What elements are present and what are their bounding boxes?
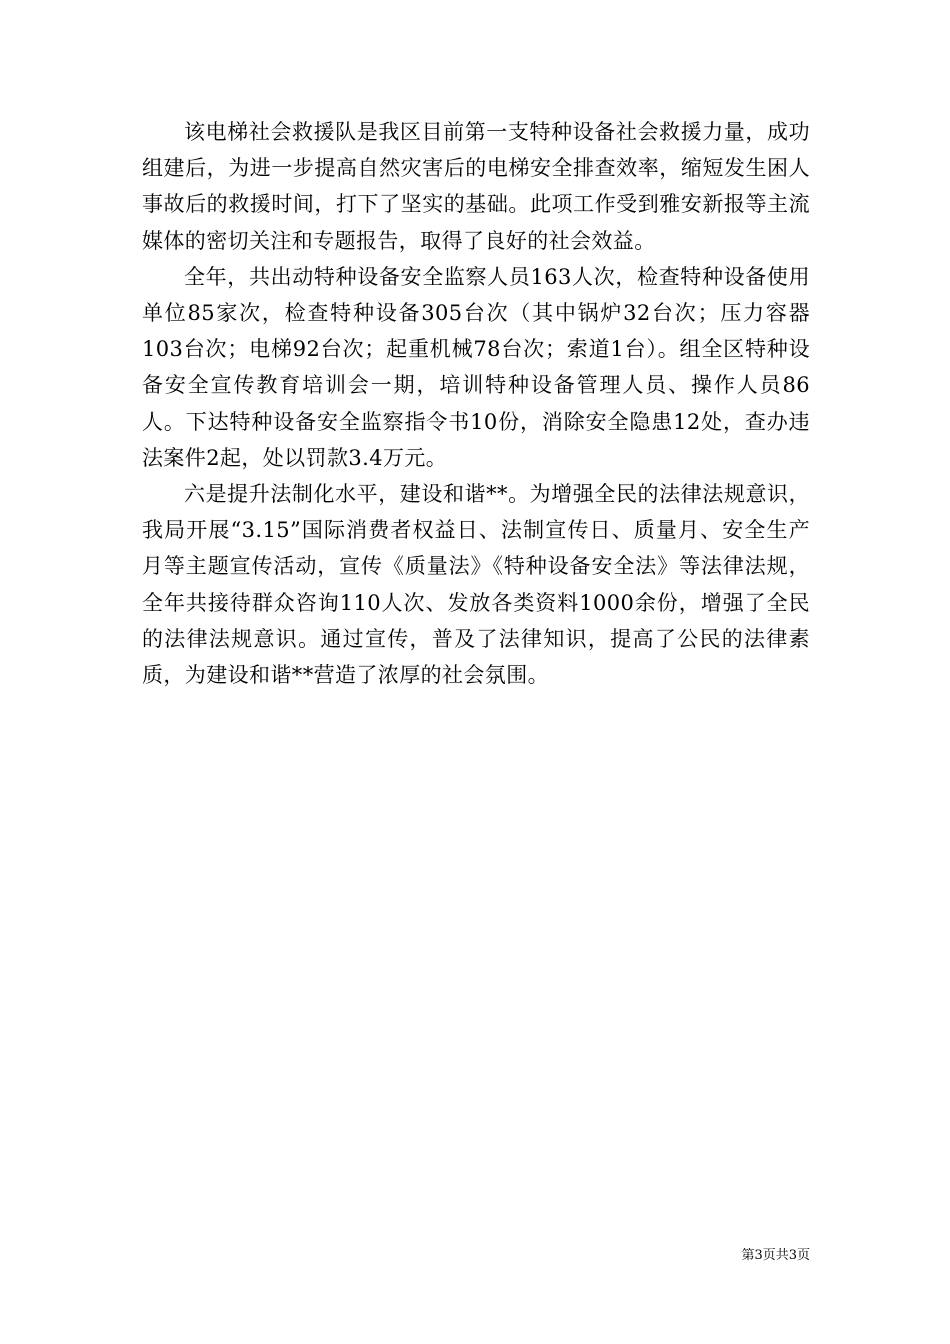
paragraph-elevator-rescue-team: 该电梯社会救援队是我区目前第一支特种设备社会救援力量，成功组建后，为进一步提高自然灾害后的电梯安全排查效率，缩短发生困人事故后的救援时间，打下了坚实的基础。此项工作受到雅安新报等主流媒体的密切关注和专题报告，取得了良好的社会效益。: [142, 120, 810, 253]
paragraph-legal-publicity: 六是提升法制化水平，建设和谐**。为增强全民的法律法规意识，我局开展“3.15”国际消费者权益日、法制宣传日、质量月、安全生产月等主题宣传活动，宣传《质量法》《特种设备安全法》等法律法规，全年共接待群众咨询110人次、发放各类资料1000余份，增强了全民的法律法规意识。通过宣传，普及了法律知识，提高了公民的法律素质，为建设和谐**营造了浓厚的社会氛围。: [142, 482, 810, 688]
document-body: [142, 114, 810, 693]
paragraph-annual-inspection-stats: 全年，共出动特种设备安全监察人员163人次，检查特种设备使用单位85家次，检查特种设备305台次（其中锅炉32台次；压力容器103台次；电梯92台次；起重机械78台次；索道1台）。组全区特种设备安全宣传教育培训会一期，培训特种设备管理人员、操作人员86人。下达特种设备安全监察指令书10份，消除安全隐患12处，查办违法案件2起，处以罚款3.4万元。: [142, 264, 810, 470]
page-number: 第3页共3页: [741, 1248, 810, 1263]
